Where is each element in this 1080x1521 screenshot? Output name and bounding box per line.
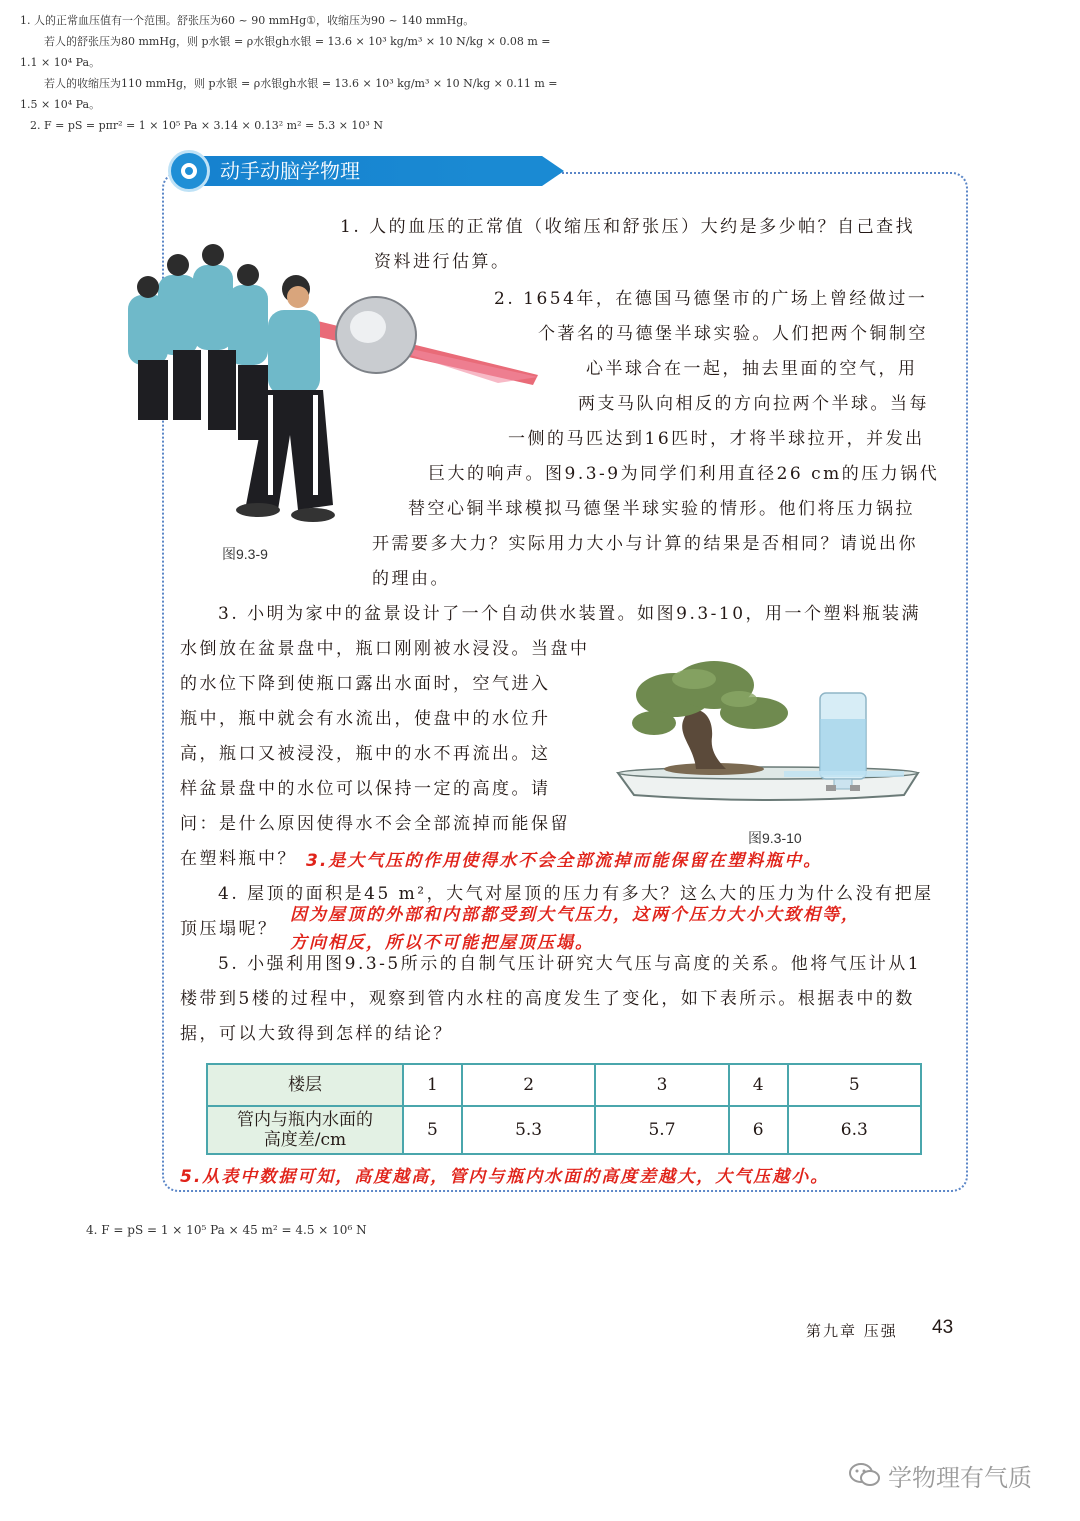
- table-row-header-line: 高度差/cm: [263, 1130, 347, 1150]
- table-cell: 1: [403, 1064, 462, 1106]
- figure-caption: 图9.3-9: [222, 546, 268, 562]
- question-2-line: 心半球合在一起，抽去里面的空气，用: [586, 359, 918, 379]
- table-cell: 6.3: [788, 1106, 921, 1154]
- question-2-line: 一侧的马匹达到16匹时，才将半球拉开，并发出: [508, 429, 925, 449]
- question-5-line: 5. 小强利用图9.3-5所示的自制气压计研究大气压与高度的关系。他将气压计从1: [218, 954, 922, 974]
- bonsai-water-supply-illustration: [614, 655, 924, 815]
- watermark: [848, 1458, 1032, 1492]
- question-4-line: 4. 屋顶的面积是45 m²，大气对屋顶的压力有多大？这么大的压力为什么没有把屋: [218, 884, 934, 904]
- question-4-line: 顶压塌呢？: [180, 919, 278, 939]
- question-1-line: 1. 人的血压的正常值（收缩压和舒张压）大约是多少帕？自己查找: [340, 217, 916, 237]
- answer-note: 若人的舒张压为80 mmHg，则 p水银 = ρ水银gh水银 = 13.6 × 10³ kg/m³ × 10 N/kg × 0.08 m =: [44, 35, 551, 48]
- question-2-line: 两支马队向相反的方向拉两个半球。当每: [578, 394, 929, 414]
- answer-note: 2. F = pS = pπr² = 1 × 10⁵ Pa × 3.14 × 0.13² m² = 5.3 × 10³ N: [30, 119, 383, 132]
- question-5-line: 楼带到5楼的过程中，观察到管内水柱的高度发生了变化，如下表所示。根据表中的数: [180, 989, 915, 1009]
- question-1-line: 资料进行估算。: [374, 252, 511, 272]
- question-2-line: 的理由。: [372, 569, 450, 589]
- question-3-line: 问：是什么原因使得水不会全部流掉而能保留: [180, 814, 570, 834]
- table-cell: 5: [403, 1106, 462, 1154]
- question-5-line: 据，可以大致得到怎样的结论？: [180, 1024, 453, 1044]
- table-cell: 6: [729, 1106, 788, 1154]
- answer-note: 4. F = pS = 1 × 10⁵ Pa × 45 m² = 4.5 × 10⁶ N: [86, 1223, 367, 1237]
- answer-note: 1. 人的正常血压值有一个范围。舒张压为60 ~ 90 mmHg①，收缩压为90 ~ 140 mmHg。: [20, 14, 475, 27]
- answer-note: 1.1 × 10⁴ Pa。: [20, 56, 101, 69]
- question-2-line: 2. 1654年，在德国马德堡市的广场上曾经做过一: [494, 289, 928, 309]
- table-row: [207, 1064, 921, 1106]
- chapter-label: 第九章 压强: [806, 1322, 898, 1340]
- question-3-line: 高，瓶口又被浸没，瓶中的水不再流出。这: [180, 744, 551, 764]
- wechat-icon: [848, 1461, 882, 1489]
- table-cell: 2: [462, 1064, 595, 1106]
- question-2-line: 替空心铜半球模拟马德堡半球实验的情形。他们将压力锅拉: [408, 499, 915, 519]
- table-cell: 3: [595, 1064, 728, 1106]
- question-5-answer: 5.从表中数据可知，高度越高，管内与瓶内水面的高度差越大，大气压越小。: [180, 1167, 830, 1187]
- floor-height-table: [206, 1063, 922, 1155]
- table-cell: 5.7: [595, 1106, 728, 1154]
- question-2-line: 个著名的马德堡半球实验。人们把两个铜制空: [538, 324, 928, 344]
- table-cell: 5.3: [462, 1106, 595, 1154]
- table-cell: 5: [788, 1064, 921, 1106]
- figure-caption: 图9.3-10: [748, 830, 802, 846]
- watermark-text: 学物理有气质: [888, 1463, 1032, 1492]
- question-2-line: 巨大的响声。图9.3-9为同学们利用直径26 cm的压力锅代: [428, 464, 940, 484]
- table-row: [207, 1106, 921, 1154]
- answer-note: 1.5 × 10⁴ Pa。: [20, 98, 101, 111]
- answer-note: 若人的收缩压为110 mmHg，则 p水银 = ρ水银gh水银 = 13.6 × 10³ kg/m³ × 10 N/kg × 0.11 m =: [44, 77, 558, 90]
- table-row-header-line: 管内与瓶内水面的: [237, 1110, 373, 1130]
- question-2-line: 开需要多大力？实际用力大小与计算的结果是否相同？请说出你: [372, 534, 918, 554]
- question-3-line: 水倒放在盆景盘中，瓶口刚刚被水浸没。当盘中: [180, 639, 590, 659]
- question-3-answer: 3.是大气压的作用使得水不会全部流掉而能保留在塑料瓶中。: [306, 851, 823, 871]
- tug-of-war-illustration: [118, 235, 538, 535]
- target-icon: [168, 150, 210, 192]
- question-3-line: 3. 小明为家中的盆景设计了一个自动供水装置。如图9.3-10，用一个塑料瓶装满: [218, 604, 922, 624]
- section-title: 动手动脑学物理: [220, 159, 360, 183]
- table-row-header: 楼层: [207, 1064, 403, 1106]
- question-3-line: 的水位下降到使瓶口露出水面时，空气进入: [180, 674, 551, 694]
- table-row-header: [207, 1106, 403, 1154]
- table-cell: 4: [729, 1064, 788, 1106]
- question-3-line: 在塑料瓶中？: [180, 849, 297, 869]
- page-number: 43: [932, 1317, 954, 1338]
- question-4-answer-line: 方向相反，所以不可能把屋顶压塌。: [290, 933, 594, 953]
- question-3-line: 瓶中，瓶中就会有水流出，使盘中的水位升: [180, 709, 551, 729]
- answer-notes: [20, 10, 558, 136]
- question-3-line: 样盆景盘中的水位可以保持一定的高度。请: [180, 779, 551, 799]
- question-4-answer-line: 因为屋顶的外部和内部都受到大气压力，这两个压力大小大致相等，: [290, 905, 860, 925]
